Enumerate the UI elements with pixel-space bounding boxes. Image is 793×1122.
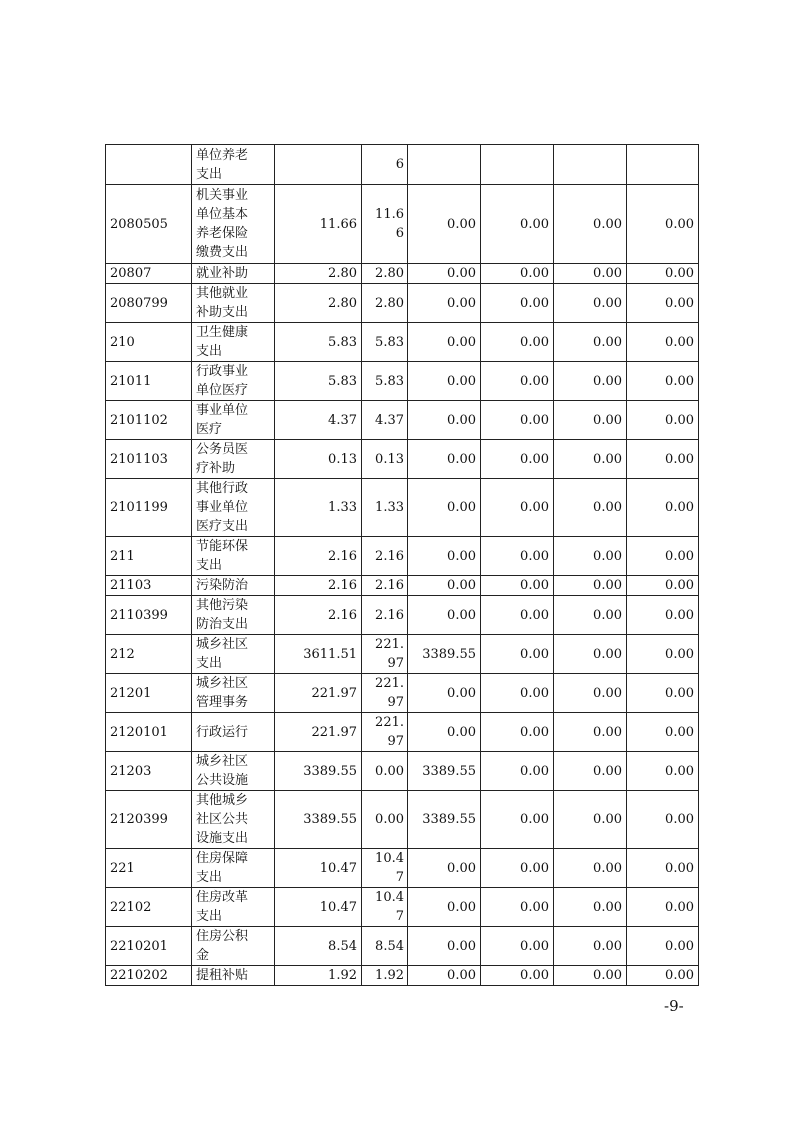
cell-item-name: 污染防治: [192, 576, 275, 596]
cell-item-name: 公务员医 疗补助: [192, 440, 275, 479]
cell-total: 1.92: [275, 966, 362, 986]
cell-column-5: 0.00: [554, 849, 627, 888]
table-row: [106, 323, 699, 362]
cell-column-6: 0.00: [627, 752, 699, 791]
cell-project-expenditure: 3389.55: [408, 635, 481, 674]
cell-item-name: 住房改革 支出: [192, 888, 275, 927]
cell-column-6: 0.00: [627, 791, 699, 849]
cell-total: 10.47: [275, 849, 362, 888]
cell-project-expenditure: 0.00: [408, 888, 481, 927]
cell-column-4: 0.00: [481, 888, 554, 927]
cell-column-5: 0.00: [554, 791, 627, 849]
page-number: -9-: [664, 997, 684, 1015]
cell-total: 11.66: [275, 185, 362, 264]
cell-basic-expenditure: 2.16: [362, 596, 408, 635]
cell-code: 22102: [106, 888, 192, 927]
cell-project-expenditure: 0.00: [408, 401, 481, 440]
cell-column-6: 0.00: [627, 596, 699, 635]
cell-column-6: 0.00: [627, 284, 699, 323]
cell-code: 2210201: [106, 927, 192, 966]
cell-column-6: 0.00: [627, 440, 699, 479]
cell-column-5: 0.00: [554, 401, 627, 440]
cell-column-6: 0.00: [627, 888, 699, 927]
cell-column-6: [627, 145, 699, 185]
cell-column-6: 0.00: [627, 264, 699, 284]
cell-column-6: 0.00: [627, 479, 699, 537]
cell-column-6: 0.00: [627, 849, 699, 888]
cell-project-expenditure: 0.00: [408, 440, 481, 479]
cell-project-expenditure: 0.00: [408, 537, 481, 576]
cell-code: 21011: [106, 362, 192, 401]
table-row: [106, 284, 699, 323]
budget-expenditure-table: [105, 144, 699, 986]
cell-basic-expenditure: 5.83: [362, 323, 408, 362]
cell-column-4: 0.00: [481, 401, 554, 440]
cell-project-expenditure: 3389.55: [408, 791, 481, 849]
cell-code: 2210202: [106, 966, 192, 986]
cell-column-6: 0.00: [627, 674, 699, 713]
table-row: [106, 927, 699, 966]
cell-column-4: 0.00: [481, 752, 554, 791]
cell-column-5: 0.00: [554, 752, 627, 791]
cell-item-name: 其他污染 防治支出: [192, 596, 275, 635]
cell-column-4: 0.00: [481, 185, 554, 264]
cell-basic-expenditure: 4.37: [362, 401, 408, 440]
cell-column-4: 0.00: [481, 576, 554, 596]
cell-project-expenditure: 0.00: [408, 576, 481, 596]
cell-column-4: 0.00: [481, 596, 554, 635]
cell-project-expenditure: 0.00: [408, 849, 481, 888]
table-row: [106, 849, 699, 888]
cell-project-expenditure: 0.00: [408, 927, 481, 966]
table-row: [106, 401, 699, 440]
cell-column-5: 0.00: [554, 362, 627, 401]
cell-code: 2120399: [106, 791, 192, 849]
cell-basic-expenditure: 10.4 7: [362, 849, 408, 888]
cell-item-name: 单位养老 支出: [192, 145, 275, 185]
cell-total: [275, 145, 362, 185]
cell-column-6: 0.00: [627, 966, 699, 986]
cell-column-5: 0.00: [554, 440, 627, 479]
cell-column-5: 0.00: [554, 576, 627, 596]
table-row: [106, 791, 699, 849]
cell-column-4: 0.00: [481, 362, 554, 401]
cell-basic-expenditure: 8.54: [362, 927, 408, 966]
cell-project-expenditure: 0.00: [408, 264, 481, 284]
cell-project-expenditure: 0.00: [408, 966, 481, 986]
cell-item-name: 住房保障 支出: [192, 849, 275, 888]
cell-code: [106, 145, 192, 185]
table-body: [106, 145, 699, 986]
cell-basic-expenditure: 221. 97: [362, 713, 408, 752]
cell-total: 5.83: [275, 323, 362, 362]
cell-column-4: [481, 145, 554, 185]
cell-column-4: 0.00: [481, 966, 554, 986]
cell-project-expenditure: 0.00: [408, 185, 481, 264]
cell-column-6: 0.00: [627, 927, 699, 966]
cell-basic-expenditure: 1.33: [362, 479, 408, 537]
cell-code: 20807: [106, 264, 192, 284]
cell-column-6: 0.00: [627, 362, 699, 401]
cell-item-name: 城乡社区 支出: [192, 635, 275, 674]
cell-column-5: 0.00: [554, 537, 627, 576]
cell-basic-expenditure: 0.00: [362, 791, 408, 849]
cell-project-expenditure: 0.00: [408, 713, 481, 752]
cell-column-4: 0.00: [481, 713, 554, 752]
cell-code: 2080505: [106, 185, 192, 264]
cell-code: 212: [106, 635, 192, 674]
cell-column-6: 0.00: [627, 635, 699, 674]
cell-basic-expenditure: 2.80: [362, 284, 408, 323]
cell-item-name: 其他行政 事业单位 医疗支出: [192, 479, 275, 537]
cell-item-name: 事业单位 医疗: [192, 401, 275, 440]
table-row: [106, 440, 699, 479]
cell-basic-expenditure: 0.13: [362, 440, 408, 479]
table-row: [106, 596, 699, 635]
cell-item-name: 行政事业 单位医疗: [192, 362, 275, 401]
table-row: [106, 362, 699, 401]
cell-item-name: 城乡社区 公共设施: [192, 752, 275, 791]
cell-column-5: 0.00: [554, 927, 627, 966]
cell-column-5: 0.00: [554, 713, 627, 752]
cell-code: 21103: [106, 576, 192, 596]
cell-column-6: 0.00: [627, 185, 699, 264]
cell-total: 221.97: [275, 674, 362, 713]
cell-total: 8.54: [275, 927, 362, 966]
cell-basic-expenditure: 2.80: [362, 264, 408, 284]
cell-column-4: 0.00: [481, 849, 554, 888]
table-row: [106, 576, 699, 596]
cell-item-name: 住房公积 金: [192, 927, 275, 966]
cell-total: 2.80: [275, 284, 362, 323]
cell-code: 2110399: [106, 596, 192, 635]
table-row: [106, 713, 699, 752]
cell-column-4: 0.00: [481, 264, 554, 284]
cell-column-5: 0.00: [554, 966, 627, 986]
cell-basic-expenditure: 221. 97: [362, 674, 408, 713]
cell-code: 2101199: [106, 479, 192, 537]
cell-project-expenditure: 0.00: [408, 596, 481, 635]
cell-code: 221: [106, 849, 192, 888]
cell-basic-expenditure: 11.6 6: [362, 185, 408, 264]
table-row: [106, 674, 699, 713]
cell-project-expenditure: 0.00: [408, 284, 481, 323]
cell-total: 3611.51: [275, 635, 362, 674]
cell-total: 2.16: [275, 596, 362, 635]
cell-project-expenditure: 0.00: [408, 674, 481, 713]
cell-code: 2120101: [106, 713, 192, 752]
cell-project-expenditure: 0.00: [408, 362, 481, 401]
cell-column-6: 0.00: [627, 537, 699, 576]
cell-project-expenditure: 0.00: [408, 323, 481, 362]
cell-column-4: 0.00: [481, 635, 554, 674]
cell-basic-expenditure: 0.00: [362, 752, 408, 791]
cell-column-4: 0.00: [481, 927, 554, 966]
table-row: [106, 185, 699, 264]
cell-total: 221.97: [275, 713, 362, 752]
cell-code: 2080799: [106, 284, 192, 323]
cell-total: 3389.55: [275, 752, 362, 791]
cell-basic-expenditure: 1.92: [362, 966, 408, 986]
cell-column-4: 0.00: [481, 674, 554, 713]
cell-item-name: 城乡社区 管理事务: [192, 674, 275, 713]
cell-column-5: 0.00: [554, 284, 627, 323]
cell-basic-expenditure: 6: [362, 145, 408, 185]
cell-column-6: 0.00: [627, 401, 699, 440]
cell-column-5: 0.00: [554, 635, 627, 674]
table-row: [106, 537, 699, 576]
cell-project-expenditure: [408, 145, 481, 185]
cell-column-5: 0.00: [554, 323, 627, 362]
cell-total: 0.13: [275, 440, 362, 479]
cell-column-5: 0.00: [554, 596, 627, 635]
cell-total: 2.16: [275, 576, 362, 596]
cell-total: 4.37: [275, 401, 362, 440]
cell-code: 211: [106, 537, 192, 576]
cell-item-name: 提租补贴: [192, 966, 275, 986]
cell-item-name: 机关事业 单位基本 养老保险 缴费支出: [192, 185, 275, 264]
cell-column-4: 0.00: [481, 791, 554, 849]
cell-column-6: 0.00: [627, 713, 699, 752]
table-row: [106, 752, 699, 791]
cell-basic-expenditure: 2.16: [362, 537, 408, 576]
cell-column-5: 0.00: [554, 185, 627, 264]
cell-basic-expenditure: 2.16: [362, 576, 408, 596]
cell-item-name: 其他城乡 社区公共 设施支出: [192, 791, 275, 849]
table-row: [106, 635, 699, 674]
cell-column-4: 0.00: [481, 440, 554, 479]
cell-column-4: 0.00: [481, 479, 554, 537]
cell-column-4: 0.00: [481, 323, 554, 362]
cell-total: 10.47: [275, 888, 362, 927]
table-row: [106, 264, 699, 284]
cell-code: 21201: [106, 674, 192, 713]
cell-code: 2101103: [106, 440, 192, 479]
cell-total: 1.33: [275, 479, 362, 537]
cell-total: 2.80: [275, 264, 362, 284]
cell-column-4: 0.00: [481, 284, 554, 323]
table-row: [106, 966, 699, 986]
cell-total: 2.16: [275, 537, 362, 576]
cell-total: 3389.55: [275, 791, 362, 849]
cell-item-name: 卫生健康 支出: [192, 323, 275, 362]
cell-code: 21203: [106, 752, 192, 791]
cell-item-name: 节能环保 支出: [192, 537, 275, 576]
cell-code: 210: [106, 323, 192, 362]
cell-column-5: 0.00: [554, 888, 627, 927]
cell-item-name: 行政运行: [192, 713, 275, 752]
cell-total: 5.83: [275, 362, 362, 401]
cell-column-5: 0.00: [554, 674, 627, 713]
cell-project-expenditure: 3389.55: [408, 752, 481, 791]
cell-basic-expenditure: 5.83: [362, 362, 408, 401]
cell-column-6: 0.00: [627, 323, 699, 362]
table-row: [106, 888, 699, 927]
cell-column-5: 0.00: [554, 264, 627, 284]
cell-code: 2101102: [106, 401, 192, 440]
cell-basic-expenditure: 221. 97: [362, 635, 408, 674]
cell-item-name: 就业补助: [192, 264, 275, 284]
cell-basic-expenditure: 10.4 7: [362, 888, 408, 927]
table-row: [106, 145, 699, 185]
table-row: [106, 479, 699, 537]
cell-project-expenditure: 0.00: [408, 479, 481, 537]
cell-column-5: [554, 145, 627, 185]
cell-item-name: 其他就业 补助支出: [192, 284, 275, 323]
cell-column-6: 0.00: [627, 576, 699, 596]
cell-column-4: 0.00: [481, 537, 554, 576]
cell-column-5: 0.00: [554, 479, 627, 537]
